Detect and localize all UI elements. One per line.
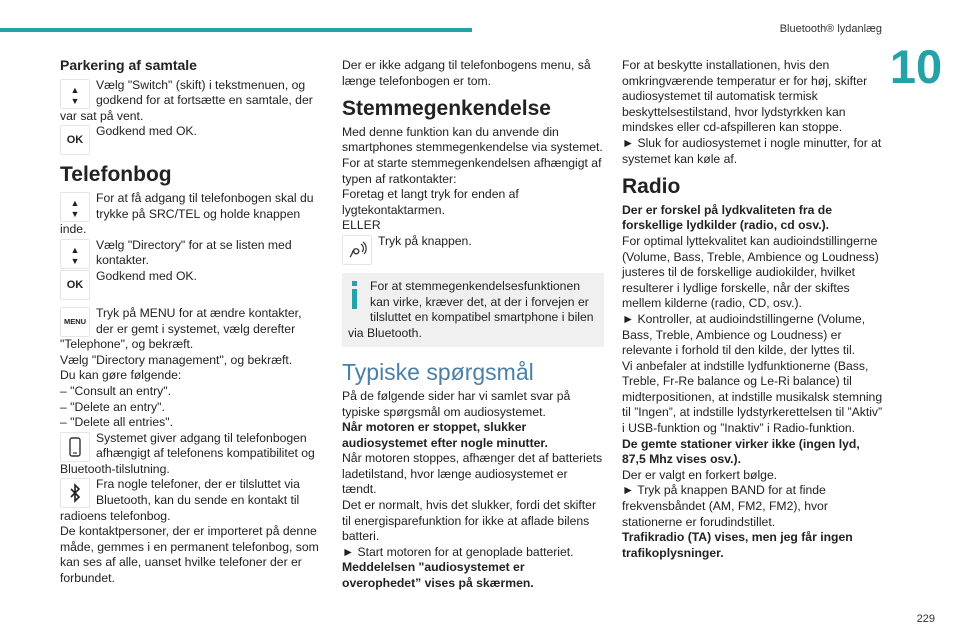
question-overophedet: Meddelelsen "audiosystemet er overophedet” vises på skærmen. xyxy=(342,560,534,591)
list-item: – "Delete an entry". xyxy=(60,399,165,414)
text-ok-2: Godkend med OK. xyxy=(96,268,197,283)
bluetooth-icon xyxy=(60,478,90,508)
text-dirmgmt: Vælg "Directory management", og bekræft. xyxy=(60,352,293,367)
text-dukan: Du kan gøre følgende: xyxy=(60,368,182,383)
answer-stationer-2: ► Tryk på knappen BAND for at finde frekvensbåndet (AM, FM2, FM2), hvor stationerne er forudindstillet. xyxy=(622,483,828,529)
question-lydkvalitet: Der er forskel på lydkvaliteten fra de forskellige lydkilder (radio, cd osv.). xyxy=(622,202,832,233)
header-accent-bar xyxy=(0,28,472,32)
list-item: – "Consult an entry". xyxy=(60,383,171,398)
text-ok-1: Godkend med OK. xyxy=(96,124,197,139)
text-bluetooth: Fra nogle telefoner, der er tilsluttet via Bluetooth, kan du sende en kontakt til radioens telefonbog. xyxy=(60,477,300,523)
text-paa: På de følgende sider har vi samlet svar på typiske spørgsmål om audiosystemet. xyxy=(342,388,571,419)
ok-button-icon: OK xyxy=(60,270,90,300)
answer-motor-3: ► Start motoren for at genoplade batteriet. xyxy=(342,544,574,559)
text-foretag: Foretag et langt tryk for enden af lygtekontaktarmen. xyxy=(342,187,519,217)
column-1 xyxy=(60,58,322,587)
note-text: For at stemmegenkendelsesfunktionen kan virke, kræver det, at der i forvejen er tilsluttet en kompatibel smartphone i bilen via Bluetooth. xyxy=(348,278,594,340)
menu-button-icon: MENU xyxy=(60,307,90,337)
text-systemet: Systemet giver adgang til telefonbogen afhængigt af telefonens kompatibilitet og Bluetooth-tilslutning. xyxy=(60,430,315,476)
answer-motor: Når motoren stoppes, afhænger det af batteriets ladetilstand, hvor længe audiosystemet er tændt. xyxy=(342,451,603,497)
answer-lydkvalitet: For optimal lyttekvalitet kan audioindstillingerne (Volume, Bass, Treble, Ambience og Loudness) justeres til de forskellige audiokilder, hvilket resulterer i lydlige forskelle, når der skiftes mellem kilderne (radio, CD, osv.). xyxy=(622,233,879,311)
section-title: Bluetooth® lydanlæg xyxy=(779,23,882,35)
text-beskyt: For at beskytte installationen, hvis den omkringværende temperatur er for høj, skifter audiosystemet til automatisk termisk beskyttelsestilstand, hvor lydstyrkken kan mindskes eller cd-afspilleren kan stoppe. xyxy=(622,58,868,135)
info-icon xyxy=(348,281,362,311)
info-note xyxy=(342,273,604,347)
text-menu: Tryk på MENU for at ændre kontakter, der er gemt i systemet, vælg derefter "Telephone", og bekræft. xyxy=(60,305,302,352)
heading-radio: Radio xyxy=(622,175,681,199)
answer-stationer: Der er valgt en forkert bølge. xyxy=(622,467,778,482)
column-3 xyxy=(622,58,884,561)
text-srctel: For at få adgang til telefonbogen skal du trykke på SRC/TEL og holde knappen inde. xyxy=(60,190,314,237)
question-stationer: De gemte stationer virker ikke (ingen lyd, 87,5 Mhz vises osv.). xyxy=(622,436,860,467)
up-down-arrows-icon: ▲ ▼ xyxy=(60,192,90,222)
question-motor: Når motoren er stoppet, slukker audiosystemet efter nogle minutter. xyxy=(342,420,548,450)
ok-button-icon: OK xyxy=(60,125,90,155)
text-switch: Vælg "Switch" (skift) i tekstmenuen, og godkend for at fortsætte en samtale, der var sat på vent. xyxy=(60,77,313,123)
text-directory: Vælg "Directory" for at se listen med kontakter. xyxy=(96,237,292,268)
up-down-arrows-icon: ▲ ▼ xyxy=(60,79,90,109)
heading-stemme: Stemmegenkendelse xyxy=(342,97,551,121)
text-tryk: Tryk på knappen. xyxy=(378,233,472,248)
answer-lydkvalitet-2: ► Kontroller, at audioindstillingerne (Volume, Bass, Treble, Ambience og Loudness) er relevante i forhold til den kilde, der lyttes til. xyxy=(622,311,866,358)
heading-parkering: Parkering af samtale xyxy=(60,57,197,73)
up-down-arrows-icon: ▲ ▼ xyxy=(60,239,90,269)
text-start: For at starte stemmegenkendelsen afhængigt af typen af ratkontakter: xyxy=(342,155,602,186)
chapter-number: 10 xyxy=(889,40,943,93)
text-ikke: Der er ikke adgang til telefonbogens menu, så længe telefonbogen er tom. xyxy=(342,58,591,88)
page-number: 229 xyxy=(916,613,935,625)
answer-motor-2: Det er normalt, hvis det slukker, fordi det skifter til energisparefunktion for ikke at aflade bilens batteri. xyxy=(342,498,597,544)
answer-lydkvalitet-3: Vi anbefaler at indstille lydfunktionerne (Bass, Treble, Fr-Re balance og Le-Ri balance) til midterpositionen, at indstille musikalsk stemning til ”Ingen”, at indstille lydstyrkerettelsen til ”Aktiv” i USB-funktion og ”Inaktiv” i Radio-funktion. xyxy=(622,358,883,436)
voice-command-icon xyxy=(342,235,372,265)
heading-typiske: Typiske spørgsmål xyxy=(342,359,534,386)
column-2 xyxy=(342,58,604,592)
question-trafikradio: Trafikradio (TA) vises, men jeg får ingen trafikoplysninger. xyxy=(622,530,853,560)
phone-icon xyxy=(60,432,90,462)
text-eller: ELLER xyxy=(342,218,381,233)
text-kontakt: De kontaktpersoner, der er importeret på denne måde, gemmes i en permanent telefonbog, som kan ses af alle, uanset hvilke telefoner der er forbundet. xyxy=(60,524,319,586)
text-sluk: ► Sluk for audiosystemet i nogle minutter, for at systemet kan køle af. xyxy=(622,135,882,166)
text-med: Med denne funktion kan du anvende din smartphones stemmegenkendelse via systemet. xyxy=(342,124,603,155)
heading-telefonbog: Telefonbog xyxy=(60,163,172,187)
list-item: – "Delete all entries". xyxy=(60,415,173,430)
